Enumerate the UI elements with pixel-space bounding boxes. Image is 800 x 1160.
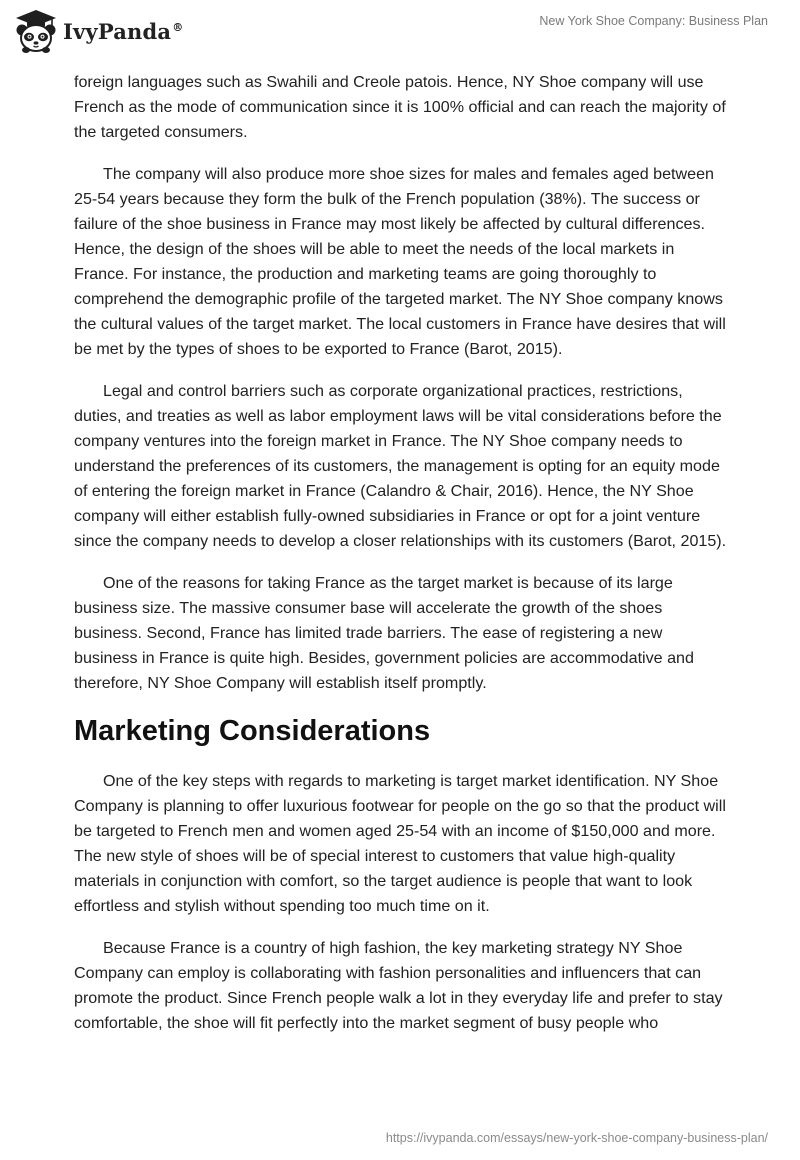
paragraph-continued: foreign languages such as Swahili and Creole patois. Hence, NY Shoe company will use French as the mode of communication since it is 100% official and can reach the majority of the targeted consumers. xyxy=(74,73,726,141)
paragraph: Legal and control barriers such as corporate organizational practices, restrictions, duties, and treaties as well as labor employment laws will be vital considerations before the company ventures into the foreign market in France. The NY Shoe company needs to understand the preferences of its customers, the management is opting for an equity mode of entering the foreign market in France (Calandro & Chair, 2016). Hence, the NY Shoe company will either establish fully-owned subsidiaries in France or opt for a joint venture since the company needs to develop a closer relationships with its customers (Barot, 2015). xyxy=(74,382,727,550)
page-header xyxy=(0,0,800,66)
paragraph: One of the key steps with regards to marketing is target market identification. NY Shoe Company is planning to offer luxurious footwear for people on the go so that the product will be targeted to French men and women aged 25-54 with an income of $150,000 and more. The new style of shoes will be of special interest to customers that value high-quality materials in conjunction with comfort, so the target audience is people that want to look effortless and stylish without spending too much time on it. xyxy=(74,772,726,915)
registered-mark: ® xyxy=(172,20,184,34)
section-heading: Marketing Considerations xyxy=(74,715,431,747)
paragraph: Because France is a country of high fashion, the key marketing strategy NY Shoe Company can employ is collaborating with fashion personalities and influencers that can promote the product. Since French people walk a lot in they everyday life and prefer to stay comfortable, the shoe will fit perfectly into the market segment of busy people who xyxy=(74,939,723,1032)
paragraph: One of the reasons for taking France as the target market is because of its large business size. The massive consumer base will accelerate the growth of the shoes business. Second, France has limited trade barriers. The ease of registering a new business in France is quite high. Besides, government policies are accommodative and therefore, NY Shoe Company will establish itself promptly. xyxy=(74,574,694,692)
brand-name-text: IvyPanda xyxy=(63,18,172,44)
essay-content xyxy=(74,70,729,1053)
source-url[interactable]: https://ivypanda.com/essays/new-york-shoe-company-business-plan/ xyxy=(385,1131,768,1145)
document-title: New York Shoe Company: Business Plan xyxy=(539,14,768,28)
paragraph: The company will also produce more shoe sizes for males and females aged between 25-54 years because they form the bulk of the French population (38%). The success or failure of the shoe business in France may most likely be affected by cultural differences. Hence, the design of the shoes will be able to meet the needs of the local markets in France. For instance, the production and marketing teams are going thoroughly to comprehend the demographic profile of the targeted market. The NY Shoe company knows the cultural values of the target market. The local customers in France have desires that will be met by the types of shoes to be exported to France (Barot, 2015). xyxy=(74,165,726,358)
ivypanda-logo[interactable] xyxy=(14,8,183,54)
brand-name xyxy=(63,19,183,44)
panda-graduation-cap-icon xyxy=(14,8,58,54)
